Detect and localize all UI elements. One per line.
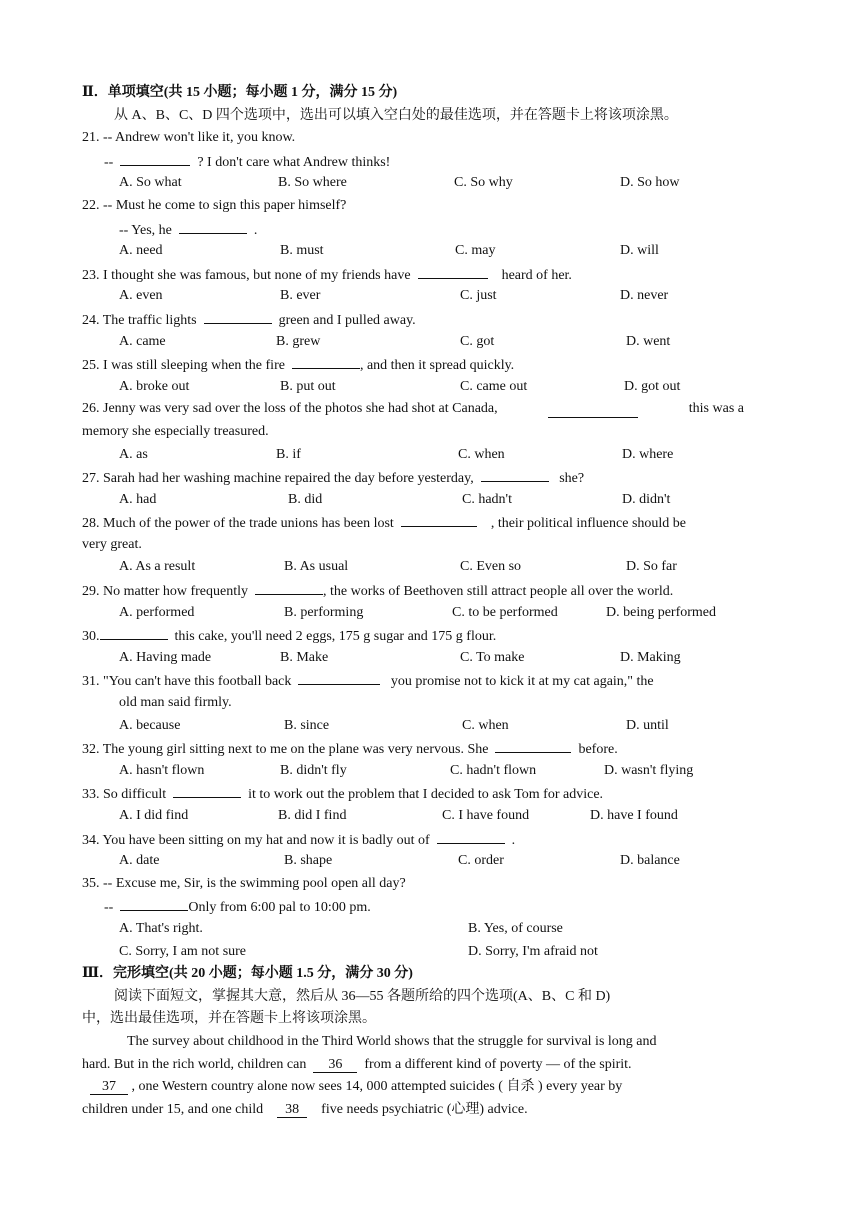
option[interactable]: A. need <box>119 243 163 259</box>
options-22 <box>82 240 744 263</box>
option[interactable]: D. Making <box>620 649 681 665</box>
answer-blank[interactable] <box>418 263 488 279</box>
options-28 <box>82 556 744 579</box>
option[interactable]: C. Even so <box>460 559 522 575</box>
option[interactable]: A. date <box>119 853 160 869</box>
section3-instruction-cont: 中，选出最佳选项，并在答题卡上将该项涂黑。 <box>82 1011 376 1027</box>
option[interactable]: D. wasn't flying <box>604 762 694 778</box>
answer-blank[interactable] <box>204 308 272 324</box>
option[interactable]: D. where <box>622 446 674 462</box>
option[interactable]: D. being performed <box>606 604 717 620</box>
option[interactable]: C. hadn't flown <box>450 762 537 778</box>
option[interactable]: A. because <box>119 717 181 733</box>
option[interactable]: B. Yes, of course <box>468 920 563 936</box>
option[interactable]: C. may <box>455 243 496 259</box>
option[interactable]: C. to be performed <box>452 604 558 620</box>
passage-line: The survey about childhood in the Third World shows that the struggle for survival is long and <box>127 1033 657 1049</box>
option[interactable]: D. until <box>626 717 669 733</box>
option[interactable]: A. had <box>119 491 157 507</box>
options-21 <box>82 172 744 195</box>
cloze-blank-38[interactable]: 38 <box>277 1101 307 1118</box>
options-27 <box>82 489 744 512</box>
options-35b <box>82 941 744 964</box>
option[interactable]: B. if <box>276 446 301 462</box>
section2-title: Ⅱ．单项填空(共 15 小题；每小题 1 分，满分 15 分) <box>82 85 398 100</box>
option[interactable]: C. To make <box>460 649 525 665</box>
options-30 <box>82 647 744 670</box>
answer-blank[interactable] <box>437 828 505 844</box>
options-35a <box>82 918 744 941</box>
section3-title: Ⅲ．完形填空(共 20 小题；每小题 1.5 分，满分 30 分) <box>82 966 413 982</box>
answer-blank[interactable] <box>481 466 549 482</box>
question-27: 27. Sarah had her washing machine repaired the day before yesterday, she? <box>82 466 744 489</box>
answer-blank[interactable] <box>179 218 247 234</box>
options-24 <box>82 331 744 354</box>
option[interactable]: C. hadn't <box>462 491 512 507</box>
option[interactable]: D. have I found <box>590 808 678 823</box>
option[interactable]: D. never <box>620 288 669 304</box>
option[interactable]: D. will <box>620 243 659 259</box>
section3-instruction: 阅读下面短文，掌握其大意，然后从 36—55 各题所给的四个选项(A、B、C 和 D) <box>114 988 611 1004</box>
options-29 <box>82 602 744 625</box>
option[interactable]: B. must <box>280 243 324 259</box>
option[interactable]: D. didn't <box>622 491 671 507</box>
option[interactable]: D. got out <box>624 378 681 394</box>
option[interactable]: A. Having made <box>119 649 212 665</box>
option[interactable]: B. Make <box>280 649 329 665</box>
option[interactable]: C. came out <box>460 378 528 394</box>
option[interactable]: C. just <box>460 288 497 304</box>
options-26 <box>82 444 744 467</box>
option[interactable]: A. as <box>119 446 148 462</box>
cloze-blank-36[interactable]: 36 <box>313 1056 357 1073</box>
option[interactable]: A. As a result <box>119 559 196 575</box>
section2-instruction: 从 A、B、C、D 四个选项中，选出可以填入空白处的最佳选项，并在答题卡上将该项涂黑。 <box>114 107 678 123</box>
question-26: 26. Jenny was very sad over the loss of the photos she had shot at Canada, this was a <box>82 401 744 417</box>
answer-blank[interactable] <box>100 624 168 640</box>
question-29: 29. No matter how frequently , the works of Beethoven still attract people all over the world. <box>82 579 744 602</box>
option[interactable]: D. balance <box>620 853 680 869</box>
option[interactable]: A. even <box>119 288 163 304</box>
answer-blank[interactable] <box>173 782 241 798</box>
cloze-blank-37[interactable]: 37 <box>90 1078 128 1095</box>
passage-line: hard. But in the rich world, children can 36 from a different kind of poverty — of the spirit. <box>82 1056 632 1072</box>
option[interactable]: A. broke out <box>119 378 190 394</box>
option[interactable]: B. ever <box>280 288 321 304</box>
option[interactable]: C. I have found <box>442 808 530 823</box>
option[interactable]: A. came <box>119 333 166 349</box>
option[interactable]: B. did <box>288 491 323 507</box>
answer-blank[interactable] <box>120 895 188 911</box>
options-34 <box>82 850 744 873</box>
option[interactable]: A. So what <box>119 175 182 191</box>
option[interactable]: D. Sorry, I'm afraid not <box>468 943 598 959</box>
passage-line: 37 , one Western country alone now sees 14, 000 attempted suicides ( 自杀 ) every year by <box>82 1076 744 1099</box>
option[interactable]: B. did I find <box>278 808 347 823</box>
option[interactable]: A. hasn't flown <box>119 762 205 778</box>
question-35: 35. -- Excuse me, Sir, is the swimming pool open all day? <box>82 875 406 891</box>
answer-blank[interactable] <box>548 402 638 418</box>
question-23: 23. I thought she was famous, but none of my friends have heard of her. <box>82 263 744 286</box>
question-28: 28. Much of the power of the trade unions has been lost , their political influence should be <box>82 511 744 534</box>
option[interactable]: B. performing <box>284 604 364 620</box>
option[interactable]: B. put out <box>280 378 336 394</box>
option[interactable]: B. since <box>284 717 330 733</box>
options-31 <box>82 715 744 738</box>
question-30: 30. this cake, you'll need 2 eggs, 175 g sugar and 175 g flour. <box>82 624 744 647</box>
question-31: 31. "You can't have this football back you promise not to kick it at my cat again," the <box>82 669 744 692</box>
option[interactable]: B. didn't fly <box>280 762 347 778</box>
answer-blank[interactable] <box>255 579 323 595</box>
passage-line: children under 15, and one child 38 five needs psychiatric (心理) advice. <box>82 1101 528 1117</box>
answer-blank[interactable] <box>298 669 380 685</box>
option[interactable]: B. As usual <box>284 559 349 575</box>
question-33: 33. So difficult it to work out the problem that I decided to ask Tom for advice. <box>82 782 744 805</box>
option[interactable]: D. So how <box>620 175 680 191</box>
option[interactable]: B. grew <box>276 333 321 349</box>
option[interactable]: C. got <box>460 333 495 349</box>
option[interactable]: C. when <box>458 446 505 462</box>
option[interactable]: C. when <box>462 717 509 733</box>
exam-page: Ⅱ．单项填空(共 15 小题；每小题 1 分，满分 15 分) 从 A、B、C、D 四个选项中，选出可以填入空白处的最佳选项，并在答题卡上将该项涂黑。 21. -- Andrew won't like it, you know. -- ? I don't care what Andrew thinks! A. So what B. So where C. So why D. So how 22. -- Must he come to sign this paper himself? -- Yes, he . A. need B. must C. may D. will 23. I thought she was famous, but none of my friends have heard of her. A. even B. ever C. just D. never 24. The traffic lights green and I pulled away. A. came B. grew C. got D. went 25. I was still sleeping when the fire , and then it spread quickly. A. broke out B. put out C. came out D. got out 26. Jenny was very sad over the loss of the photos she had shot at Canada, this was a memory she especially treasured. A. as B. if C. when D. where 27. Sarah had her washing machine repaired the day before yesterday, she? A. had B. did C. hadn't D. didn't 28. Much of the power of the trade unions has been lost , their political influence should be very great. A. As a result B. As usual C. Even so D. So far 29. No matter how frequently , the works of Beethoven still attract people all over the world. A. performed B. performing C. to be performed D. being performed 30. this cake, you'll need 2 eggs, 175 g sugar and 175 g flour. A. Having made B. Make C. To make D. Making 31. "You can't have this football back you promise not to kick it at my cat again," the old man said firmly. A. because B. since C. when D. until 32. The young girl sitting next to me on the plane was very nervous. She before. A. hasn't flown B. didn't fly C. hadn't flown D. wasn't flying 33. So difficult it to work out the problem that I decided to ask Tom for advice. A. I did find B. did I find C. I have found D. have I found 34. You have been sitting on my hat and now it is badly out of . A. date B. shape C. order D. balance 35. -- Excuse me, Sir, is the swimming pool open all day? -- Only from 6:00 pal to 10:00 pm. A. That's right. B. Yes, of course C. Sorry, I am not sure D. Sorry, I'm afraid not Ⅲ．完形填空(共 20 小题；每小题 1.5 分，满分 30 分) 阅读下面短文，掌握其大意，然后从 36—55 各题所给的四个选项(A、B、C 和 D) 中，选出最佳选项，并在答题卡上将该项涂黑。 The survey about childhood in the Third World shows that the struggle for survival is long and hard. But in the rich world, children can 36 from a different kind of poverty — of the spirit. 37 , one Western country alone now sees 14, 000 attempted suicides ( 自杀 ) every year by children under 15, and one child 38 five needs psychiatric (心理) advice. <box>82 82 744 1121</box>
option[interactable]: C. So why <box>454 175 513 191</box>
question-22: 22. -- Must he come to sign this paper himself? <box>82 197 347 213</box>
question-24: 24. The traffic lights green and I pulled away. <box>82 308 744 331</box>
option[interactable]: B. So where <box>278 175 347 191</box>
answer-blank[interactable] <box>401 511 477 527</box>
option[interactable]: B. shape <box>284 853 333 869</box>
option[interactable]: C. order <box>458 853 504 869</box>
option[interactable]: D. So far <box>626 559 677 575</box>
question-21: 21. -- Andrew won't like it, you know. <box>82 130 296 146</box>
option[interactable]: A. I did find <box>119 808 189 823</box>
answer-blank[interactable] <box>120 150 190 166</box>
option[interactable]: D. went <box>626 333 671 349</box>
option[interactable]: C. Sorry, I am not sure <box>119 943 247 959</box>
options-23 <box>82 285 744 308</box>
options-33 <box>82 805 744 828</box>
options-25 <box>82 376 744 399</box>
option[interactable]: A. performed <box>119 604 195 620</box>
question-25: 25. I was still sleeping when the fire , and then it spread quickly. <box>82 353 744 376</box>
answer-blank[interactable] <box>292 353 360 369</box>
options-32 <box>82 760 744 783</box>
option[interactable]: A. That's right. <box>119 920 203 936</box>
question-32: 32. The young girl sitting next to me on the plane was very nervous. She before. <box>82 737 744 760</box>
answer-blank[interactable] <box>495 737 571 753</box>
question-34: 34. You have been sitting on my hat and now it is badly out of . <box>82 828 744 851</box>
